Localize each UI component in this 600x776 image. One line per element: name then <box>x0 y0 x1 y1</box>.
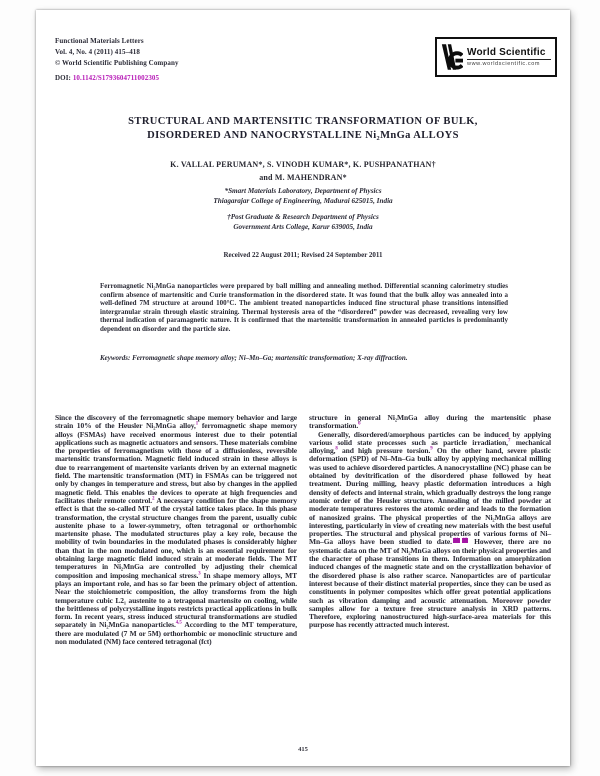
body-text-segment: On the other hand, severe plastic deformation (SPD) of Ni–Mn–Ga bulk alloy by applying mechanical milling was used to achieve disordered particles. A nanocrystalline (NC) phase can be obtained by devitrification of the disordered phase followed by heat treatment. During milling, heavy plastic deformation introduces a high density of defects and internal strain, which gradually destroys the long range atomic order of the Heusler structure. Annealing of the milled powder at moderate temperatures restores the atomic order and leads to the formation of nanosized grains. The physical properties of the Ni₂MnGa alloys are interesting, particularly in view of creating new materials with the best useful properties. The structural and physical properties of various forms of Ni–Mn–Ga alloys have been studied to date. <box>309 446 551 547</box>
authors-block <box>36 159 570 184</box>
journal-volume-line: Vol. 4, No. 4 (2011) 415–418 <box>55 48 140 56</box>
keywords-label: Keywords: <box>100 354 131 362</box>
publisher-url[interactable]: www.worldscientific.com <box>467 59 551 67</box>
body-text-segment: mechanical alloying, <box>309 437 551 456</box>
body-text-segment: However, there are no systematic data on the MT of Ni₂MnGa alloys on their physical properties and the character of phase transitions in them. Information on amorphization induced changes of the magnetic state and on the crystallization behavior of the disordered phase is also rather scarce. Nanoparticles are of particular interest because of their distinct material properties, since they can be used as constituents in polymer composites which offer great potential applications such as vibration damping and acoustic attenuation. Moreover powder samples allow for a texture free structure analysis in XRD patterns. Therefore, exploring nanostructured high-surface-area materials for this purpose has recently attracted much interest. <box>309 537 551 630</box>
citation-marker[interactable]: 9 <box>430 446 433 452</box>
body-paragraph <box>309 414 551 431</box>
keywords-line <box>100 354 508 363</box>
affiliation-2-line2: Government Arts College, Karur 639005, India <box>233 222 373 231</box>
world-scientific-logo-icon <box>441 43 463 71</box>
paper-title-line2: DISORDERED AND NANOCRYSTALLINE Ni₂MnGa ALLOYS <box>147 129 459 141</box>
journal-name: Functional Materials Letters <box>55 37 144 45</box>
paper-page <box>36 10 570 766</box>
affiliation-2 <box>36 213 570 232</box>
affiliation-1 <box>36 187 570 206</box>
body-column-right <box>309 414 551 646</box>
body-text-segment: According to the MT temperature, there are modulated (7 M or 5M) orthorhombic or monoclinic structure and non modulated (NM) face centered tetragonal (fct) <box>55 620 297 647</box>
body-column-left <box>55 414 297 646</box>
authors-line2: and M. MAHENDRAN* <box>259 172 347 182</box>
body-text-segment: A necessary condition for the shape memory effect is that the so-called MT of the crystal lattice takes place. In this phase transformation, the crystal structure changes from the parent, usually cubic austenite phase to a lower-symmetry, often tetragonal or orthorhombic martensite phase. The modulated structures play a key role, because the mobility of twin boundaries in the modulated phases is considerably higher than that in the non modulated one, which is an essential requirement for obtaining large magnetic field induced strain at moderate fields. The MT temperatures in Ni₂MnGa are controlled by adjusting their chemical composition and imposing mechanical stress. <box>55 495 297 580</box>
body-text-segment: ferromagnetic shape memory alloys (FSMAs) have received enormous interest due to their potential applications such as magnetic actuators and sensors. These materials combine the properties of ferromagnetism with those of a diffusionless, reversible martensitic transformation. Magnetic field induced strain in these alloys is due to rearrangement of martensite variants driven by an external magnetic field. The martensitic transformation (MT) in FSMAs can be triggered not only by changes in temperature and stress, but also by changes in the applied magnetic field. This enables the devices to operate at high frequencies and facilitates their remote control. <box>55 421 297 505</box>
citation-marker[interactable]: 1 <box>195 421 199 427</box>
body-text-segment: Generally, disordered/amorphous particles can be induced by applying various solid state processes such as particle irradiation, <box>309 429 551 447</box>
affiliation-2-line1: †Post Graduate & Research Department of Physics <box>227 213 379 221</box>
body-text-segment: In shape memory alloys, MT plays an important role, and has so far been the primary object of attention. Near the stoichiometric composition, the alloy transforms from the high temperature cubic L2₁ austenite to a tetragonal martensite on cooling, while the brittleness of polycrystalline ingots restricts practical applications in bulk form. In recent years, stress induced structural transformations are studied separately in Ni₂MnGa nanoparticles. <box>55 570 297 630</box>
body-paragraph <box>55 414 297 646</box>
citation-marker[interactable]: 12 <box>462 537 468 543</box>
body-paragraph <box>309 431 551 630</box>
authors-line1: K. VALLAL PERUMAN*, S. VINODH KUMAR*, K. PUSHPANATHAN† <box>170 160 436 169</box>
journal-copyright-line: © World Scientific Publishing Company <box>55 59 179 67</box>
body-text-segment: and high pressure torsion. <box>337 446 431 456</box>
citation-marker[interactable]: 4,5 <box>175 620 182 626</box>
citation-marker[interactable]: 2 <box>152 496 155 502</box>
paper-title <box>36 115 570 142</box>
citation-marker[interactable]: 8 <box>335 446 338 452</box>
doi-link[interactable]: 10.1142/S1793604711002305 <box>72 74 160 82</box>
page-number: 415 <box>298 746 308 753</box>
citation-marker[interactable]: 10 <box>453 537 459 543</box>
body-two-columns <box>55 414 551 646</box>
body-text-segment: Since the discovery of the ferromagnetic shape memory behavior and large strain 10% of the Heusler Ni₂MnGa alloy, <box>55 413 297 431</box>
abstract-paragraph: Ferromagnetic Ni₂MnGa nanoparticles were prepared by ball milling and annealing method. Differential scanning calorimetry studies confirm absence of martensitic and Curie transformation in the disordered state. It was found that the bulk alloy was annealed into a well-defined 7M structure at around 100°C. The ambient treated nanoparticles induced fine structural phase transitions intensified intergranular strain through elastic straining. Thermal hysteresis area of the “disordered” powder was decreased, revealing very low thermal indication of paramagnetic nature. It is confirmed that the martensitic transformation in annealed particles is predominantly dependent on disorder and the particle size. <box>100 282 508 333</box>
paper-title-line1: STRUCTURAL AND MARTENSITIC TRANSFORMATION OF BULK, <box>128 116 478 127</box>
doi-label: DOI: <box>55 74 73 82</box>
citation-marker[interactable]: 6 <box>358 421 361 427</box>
world-scientific-logo <box>435 37 557 77</box>
keywords-text: Ferromagnetic shape memory alloy; Ni–Mn–Ga; martensitic transformation; X-ray diffraction. <box>130 354 408 362</box>
affiliation-1-line1: *Smart Materials Laboratory, Department of Physics <box>224 187 382 195</box>
publisher-text-block <box>467 47 551 67</box>
body-text-segment: structure in general Ni₂MnGa alloy during the martensitic phase transformation. <box>309 413 551 431</box>
affiliation-1-line2: Thiagarajar College of Engineering, Madurai 625015, India <box>213 196 393 205</box>
received-dates: Received 22 August 2011; Revised 24 September 2011 <box>223 251 383 259</box>
citation-marker[interactable]: 7 <box>507 438 511 444</box>
doi-line <box>55 73 179 84</box>
publisher-name: World Scientific <box>467 47 546 58</box>
journal-header <box>55 36 179 84</box>
citation-marker[interactable]: 3 <box>198 571 201 577</box>
